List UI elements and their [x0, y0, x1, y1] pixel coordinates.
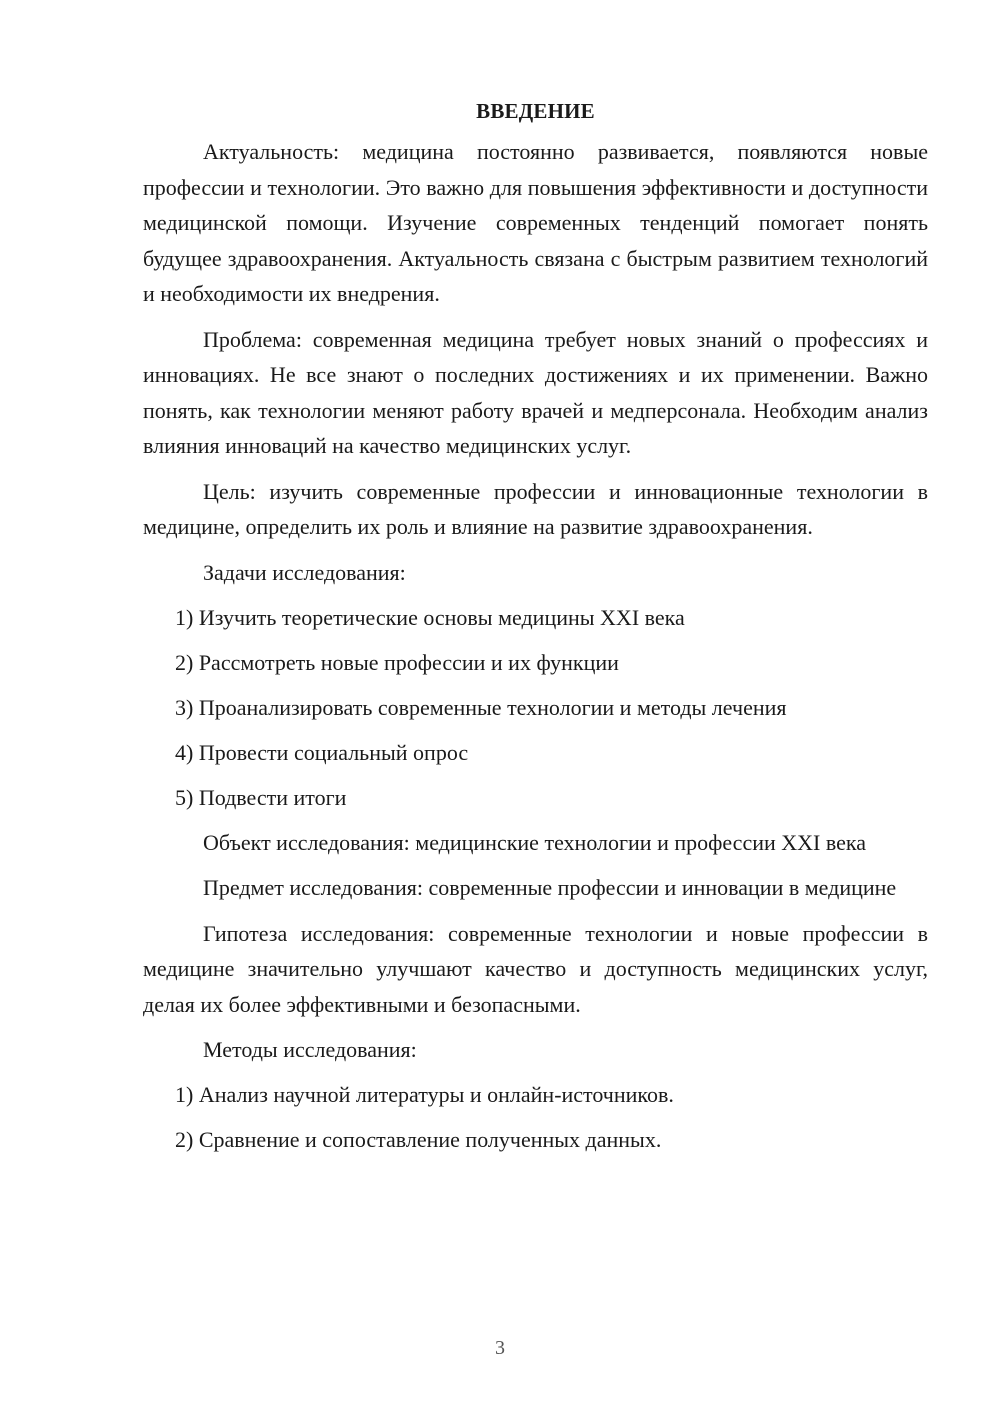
- page-content: [143, 94, 928, 1157]
- hypothesis-paragraph: Гипотеза исследования: современные технологии и новые профессии в медицине значительно улучшают качество и доступность медицинских услуг, делая их более эффективными и безопасными.: [143, 920, 928, 1017]
- object-paragraph: Объект исследования: медицинские технологии и профессии XXI века: [203, 829, 867, 855]
- task-item-5: 5) Подвести итоги: [175, 784, 347, 810]
- page-number: 3: [495, 1337, 505, 1359]
- method-item-1: 1) Анализ научной литературы и онлайн-источников.: [175, 1082, 674, 1107]
- task-item-4: 4) Провести социальный опрос: [175, 739, 469, 765]
- methods-label: Методы исследования:: [203, 1037, 417, 1062]
- subject-paragraph: Предмет исследования: современные профессии и инновации в медицине: [203, 875, 897, 900]
- goal-paragraph: Цель: изучить современные профессии и инновационные технологии в медицине, определить их роль и влияние на развитие здравоохранения.: [143, 478, 928, 539]
- problem-paragraph: Проблема: современная медицина требует новых знаний о профессиях и инновациях. Не все знают о последних достижениях и их применении. Важно понять, как технологии меняют работу врачей и медперсонала. Необходим анализ влияния инноваций на качество медицинских услуг.: [143, 326, 928, 458]
- tasks-label: Задачи исследования:: [203, 559, 406, 585]
- section-title: ВВЕДЕНИЕ: [476, 99, 595, 123]
- method-item-2: 2) Сравнение и сопоставление полученных данных.: [175, 1127, 662, 1152]
- task-item-1: 1) Изучить теоретические основы медицины XXI века: [175, 604, 685, 630]
- task-item-2: 2) Рассмотреть новые профессии и их функции: [175, 649, 619, 675]
- task-item-3: 3) Проанализировать современные технологии и методы лечения: [175, 694, 787, 720]
- actuality-paragraph: Актуальность: медицина постоянно развивается, появляются новые профессии и технологии. Это важно для повышения эффективности и доступности медицинской помощи. Изучение современных тенденций помогает понять будущее здравоохранения. Актуальность связана с быстрым развитием технологий и необходимости их внедрения.: [143, 139, 928, 306]
